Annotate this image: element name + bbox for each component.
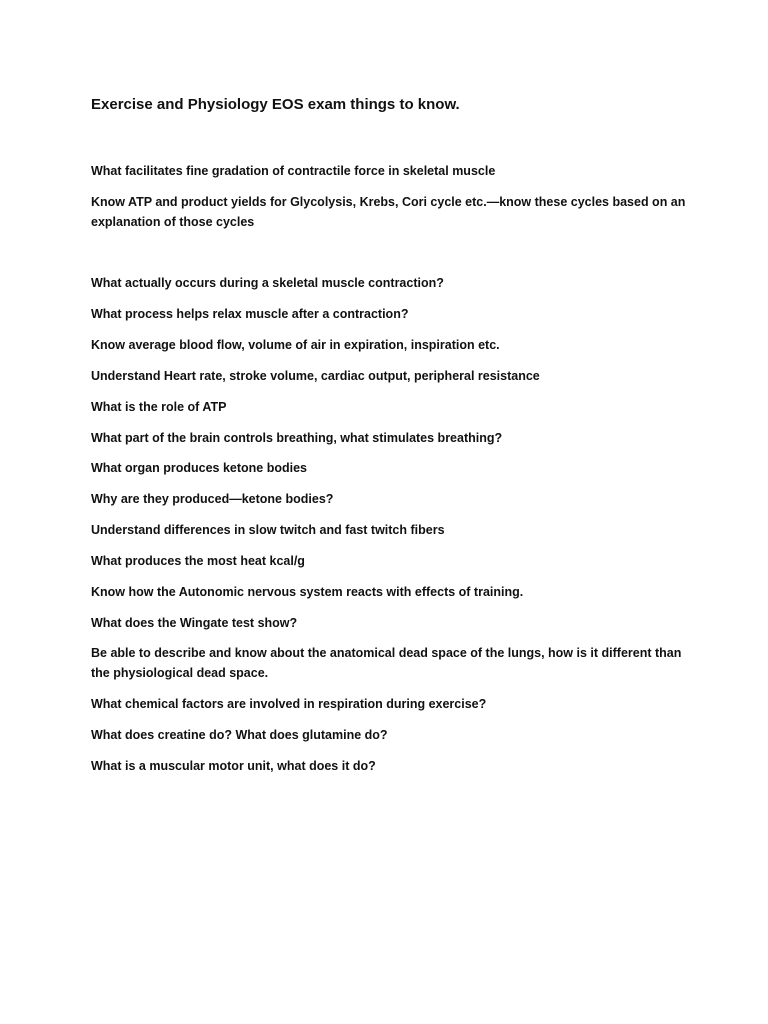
question-item: What part of the brain controls breathing, what stimulates breathing? (91, 431, 503, 445)
question-item: Know how the Autonomic nervous system reacts with effects of training. (91, 585, 524, 599)
question-item: What does the Wingate test show? (91, 616, 298, 630)
question-item: What facilitates fine gradation of contractile force in skeletal muscle (91, 164, 496, 178)
question-item: Know average blood flow, volume of air in expiration, inspiration etc. (91, 338, 500, 352)
question-item: What organ produces ketone bodies (91, 461, 307, 475)
question-item: What chemical factors are involved in respiration during exercise? (91, 697, 487, 711)
question-item: What process helps relax muscle after a contraction? (91, 307, 409, 321)
question-item: What is a muscular motor unit, what does it do? (91, 759, 376, 773)
question-item: What is the role of ATP (91, 400, 227, 414)
document-title: Exercise and Physiology EOS exam things to know. (91, 96, 460, 113)
question-item: Understand Heart rate, stroke volume, cardiac output, peripheral resistance (91, 369, 540, 383)
question-item: What actually occurs during a skeletal muscle contraction? (91, 276, 444, 290)
question-item: What does creatine do? What does glutamine do? (91, 728, 388, 742)
question-item: Be able to describe and know about the anatomical dead space of the lungs, how is it different than the physiological dead space. (91, 646, 682, 680)
question-item: Know ATP and product yields for Glycolysis, Krebs, Cori cycle etc.—know these cycles based on an explanation of those cycles (91, 195, 686, 229)
question-item: What produces the most heat kcal/g (91, 554, 305, 568)
question-item: Why are they produced—ketone bodies? (91, 492, 334, 506)
question-item: Understand differences in slow twitch and fast twitch fibers (91, 523, 445, 537)
